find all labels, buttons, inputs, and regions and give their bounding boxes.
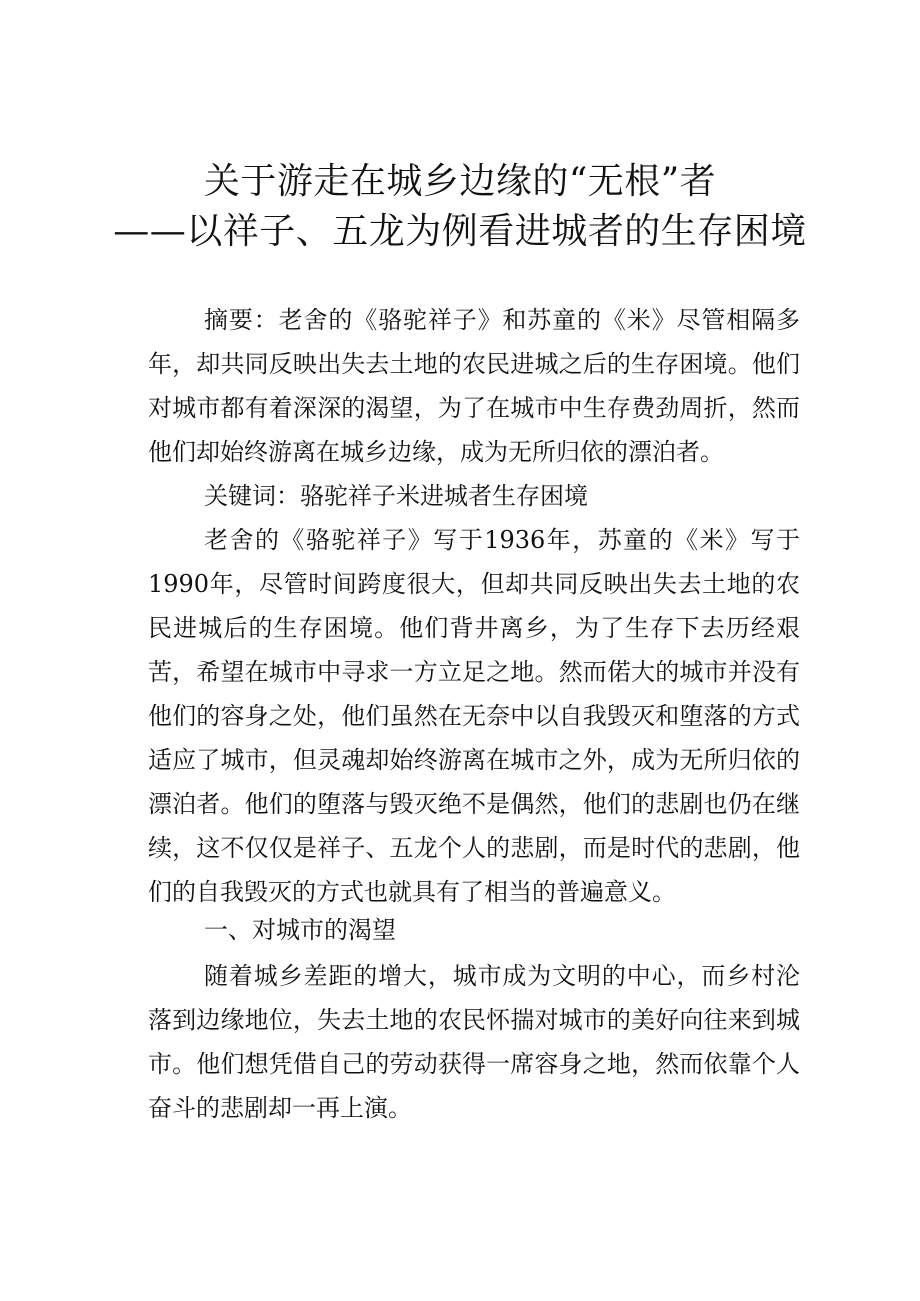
section-heading: 一、对城市的渴望 bbox=[204, 916, 396, 944]
title-line-2: ——以祥子、五龙为例看进城者的生存困境 bbox=[113, 211, 807, 252]
abstract-paragraph: 摘要：老舍的《骆驼祥子》和苏童的《米》尽管相隔多年，却共同反映出失去土地的农民进城之后的生存困境。他们对城市都有着深深的渴望，为了在城市中生存费劲周折，然而他们却始终游离在城乡边缘，成为无所归依的漂泊者。 bbox=[148, 306, 800, 466]
keywords-paragraph: 关键词：骆驼祥子米进城者生存困境 bbox=[204, 482, 588, 510]
intro-paragraph: 老舍的《骆驼祥子》写于1936年，苏童的《米》写于1990年，尽管时间跨度很大，但却共同反映出失去土地的农民进城后的生存困境。他们背井离乡，为了生存下去历经艰苦，希望在城市中寻求一方立足之地。然而偌大的城市并没有他们的容身之处，他们虽然在无奈中以自我毁灭和堕落的方式适应了城市，但灵魂却始终游离在城市之外，成为无所归依的漂泊者。他们的堕落与毁灭绝不是偶然，他们的悲剧也仍在继续，这不仅仅是祥子、五龙个人的悲剧，而是时代的悲剧，他们的自我毁灭的方式也就具有了相当的普遍意义。 bbox=[148, 526, 800, 906]
section-paragraph: 随着城乡差距的增大，城市成为文明的中心，而乡村沦落到边缘地位，失去土地的农民怀揣对城市的美好向往来到城市。他们想凭借自己的劳动获得一席容身之地，然而依靠个人奋斗的悲剧却一再上演。 bbox=[148, 962, 800, 1122]
title-line-1: 关于游走在城乡边缘的“无根”者 bbox=[203, 161, 717, 202]
